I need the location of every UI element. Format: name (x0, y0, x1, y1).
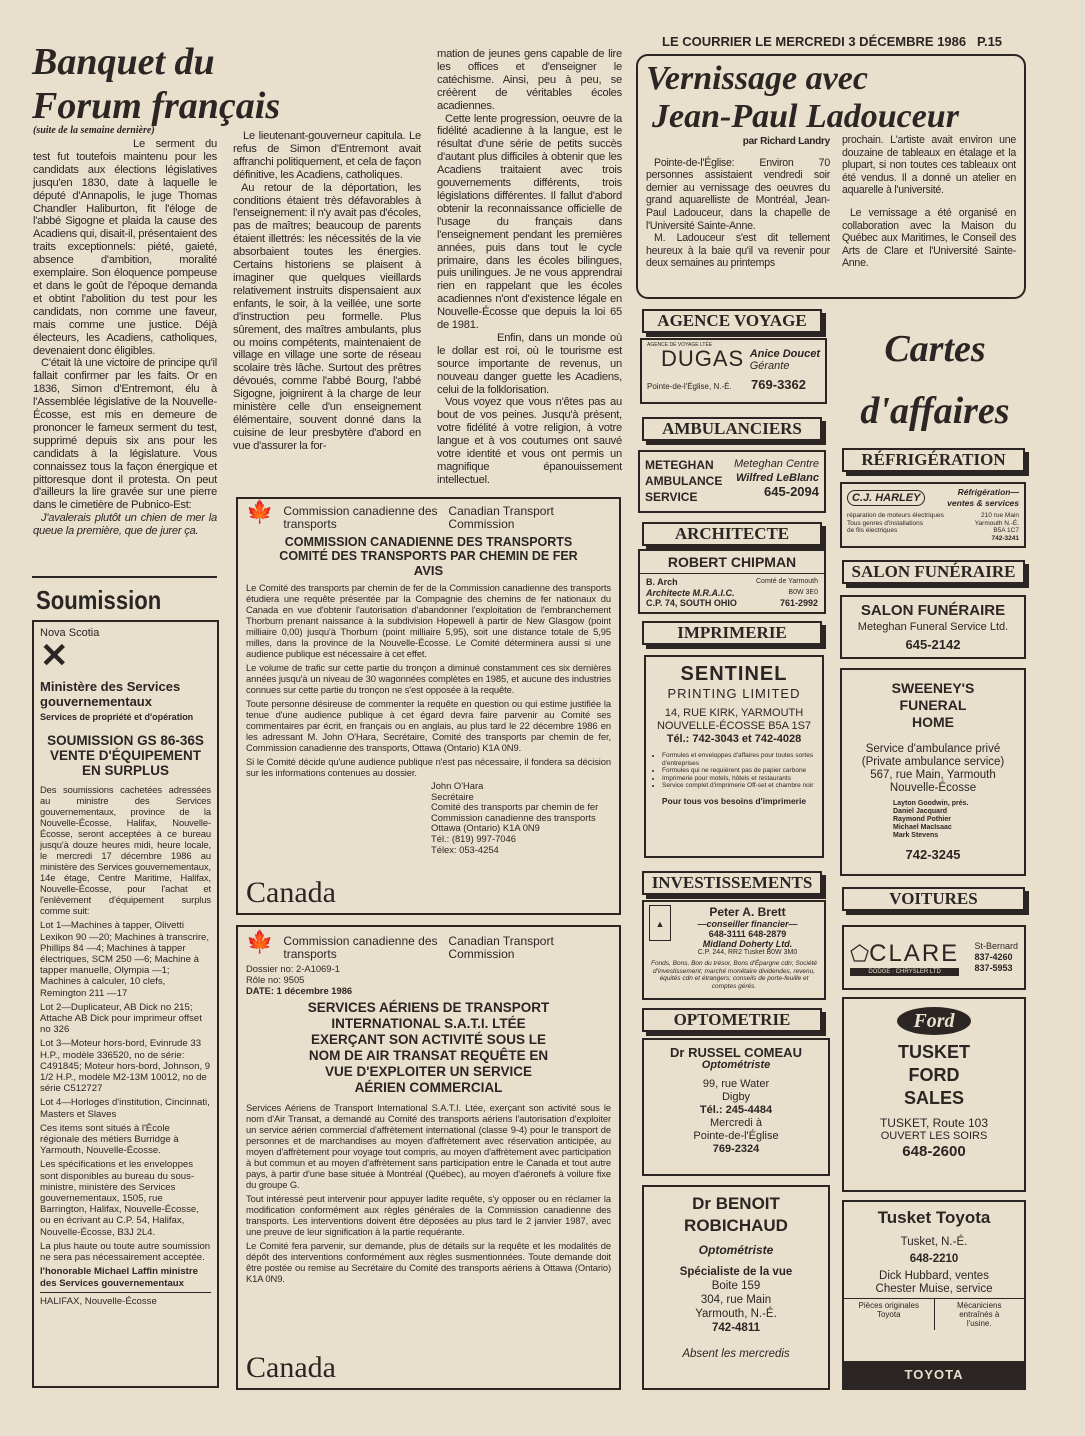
address-line: 99, rue Water (702, 1078, 770, 1090)
address-line: Yarmouth, N.-É. (695, 1308, 777, 1320)
service-line: Service d'ambulance privé (865, 743, 1001, 755)
phone: 837-5953 (974, 963, 1013, 973)
signature-line: Secrétaire (431, 790, 474, 802)
org-name-fr: Commission canadienne des transports (283, 934, 438, 961)
paragraph: Le vernissage a été organisé en collaboration avec la Maison du Québec aux Maritimes, le Conseil des Arts de Clare et l'Université Sainte-Anne. (841, 206, 1016, 270)
paragraph: prochain. L'artiste avait environ une douzaine de tableaux en étalage et la plupart, si non toutes ces tableaux ont été vendus. Il a donné un atelier en aquarelle à l'université. (841, 134, 1016, 197)
location: St-Bernard (974, 941, 1018, 951)
paragraph: Le Comité fera parvenir, sur demande, plus de détails sur la requête et les modalités de dépôt des interventions conformément aux règles susmentionnées. Toute demande doit être postée ou remise au Secrétaire du Comité des transports aériens à Ottawa (Ontario) K1A 0N9. (246, 1240, 611, 1284)
dossier-number: Dossier no: 2-A1069-1 (246, 963, 340, 974)
phone: 769-3362 (751, 377, 806, 392)
service-line: (Private ambulance service) (861, 756, 1005, 768)
service-item: Tous genres d'installations de fils électriques (847, 519, 924, 534)
ministry-name: Ministère des Services gouvernementaux (40, 679, 181, 710)
paragraph: mation de jeunes gens capable de lire les offices et d'enseigner le catéchisme. Ainsi, peu à peu, se créèrent de véritables écoles acadiennes. (437, 48, 622, 112)
paragraph: Services Aériens de Transport International S.A.T.I. Ltée, exerçant son activité sous le nom d'Air Transat, a demandé au Comité des transports aériens l'autorisation d'exploiter un service aérien commercial d'affrètement international (classe 9-4) pour le transport de personnes et de marchandises au moyen d'affrètement avec réservation anticipée, au moyen d'affrètement pour voyage tout compris, au moyen d'affrètement avec participation à but commun et au moyen d'affrètement sans participation entre le Canada et tout autre pays, à partir d'une base située à Montréal (Québec), au moyen d'aéronefs à voilure fixe du groupe G. (246, 1102, 611, 1190)
funeral-home-name: SWEENEY'S FUNERAL HOME (891, 680, 975, 730)
signature-line: Commission canadienne des transports (431, 811, 596, 823)
signature-line: John O'Hara (431, 780, 484, 791)
contact-role: Gérante (749, 360, 790, 372)
address: NOUVELLE-ÉCOSSE B5A 1S7 (656, 720, 812, 732)
address-line: Digby (721, 1091, 751, 1103)
signature-line: Télex: 053-4254 (431, 843, 499, 855)
midland-logo-icon: ▲ (649, 905, 671, 941)
sentinel-logo-sub: PRINTING LIMITED (667, 686, 801, 701)
ad-clare (842, 925, 1026, 990)
tender-intro: Des soumissions cachetées adressées au ministre des Services gouvernementaux, province de la Nouvelle-Écosse, Halifax, Nouvelle-Écosse, seront acceptées à ce bureau jusqu'à douze heures midi, heure locale, le mercredi 17 décembre 1986 au ministère des Services gouvernementaux, 14e étage, Centre Maritime, Halifax, Nouvelle-Écosse, pour l'achat et l'enlèvement d'équipement surplus comme suit: (40, 784, 211, 917)
staff-name: Mark Stevens (893, 832, 939, 839)
service-item: • Formules et enveloppes d'affaires pour toutes sortes d'entreprises (662, 752, 814, 767)
service-item: • Formules qui ne requièrent pas de papier carbone (662, 767, 814, 775)
phone: 742-3241 (991, 534, 1019, 542)
address-line: Nouvelle-Écosse (889, 782, 977, 794)
address-line: Boite 159 (711, 1280, 761, 1292)
dugas-logo: DUGAS (661, 346, 745, 371)
byline: par Richard Landry (742, 136, 830, 147)
role-number: Rôle no: 9505 (246, 974, 305, 985)
article-col3 (437, 48, 622, 487)
phone: 742-4811 (712, 1322, 760, 1334)
ad-sweeney (840, 668, 1026, 876)
article-col1 (33, 138, 217, 538)
article-col2 (233, 130, 421, 453)
staff-name: Layton Goodwin, prés. (893, 800, 969, 807)
ad-comeau (642, 1038, 830, 1176)
phone: Tél.: 742-3043 et 742-4028 (666, 733, 802, 745)
org-name-en: Canadian Transport Commission (448, 934, 554, 961)
phone: 742-3245 (905, 847, 961, 862)
ad-ambulance (638, 450, 826, 513)
notice-date: DATE: 1 décembre 1986 (246, 985, 353, 996)
category-imprimerie: IMPRIMERIE (642, 621, 822, 645)
quote: J'avalerais plutôt un chien de mer la queue la première, que de jurer ça. (33, 512, 217, 538)
note: Absent les mercredis (682, 1348, 790, 1360)
service-item: réparation de moteurs électriques (847, 512, 944, 519)
signer: l'honorable Michael Laffin ministre des Services gouvernementaux (40, 1266, 211, 1292)
hours: OUVERT LES SOIRS (880, 1130, 988, 1142)
address: 210 rue Main Yarmouth N.-É. B5A 1C7 (974, 512, 1019, 534)
ad-chipman (638, 549, 826, 614)
sentinel-logo: SENTINEL (680, 663, 788, 685)
mechanics-note: Mécaniciens entraînés à l'usine. (957, 1301, 1002, 1328)
clare-sub: DODGE · CHRYSLER LTD (850, 968, 959, 976)
dealer-name: TUSKET FORD SALES (898, 1042, 970, 1108)
agency-tag: AGENCE DE VOYAGE LTÉE (647, 342, 713, 348)
phone: 837-4260 (974, 952, 1013, 962)
ford-logo: Ford (897, 1007, 970, 1035)
category-refrigeration: RÉFRIGÉRATION (842, 448, 1025, 472)
ad-harley (840, 482, 1026, 548)
paragraph: Si le Comité décide qu'une audience publique n'est pas nécessaire, il fondera sa décision sur les informations contenues au dossier. (246, 756, 611, 778)
county: Comté de Yarmouth (756, 578, 818, 585)
ad-salon (840, 595, 1026, 659)
location: Meteghan Centre (734, 458, 819, 470)
soumission-notice (32, 620, 219, 1388)
province-label: Nova Scotia (40, 627, 100, 639)
lot-item: Lot 1—Machines à tapper, Olivetti Lexikon 90 —20; Machines à transcrire, Phillips 84 —4; Machines à tapper électriques, SCM 250 —6; Machine à tapper manuelle, Olympia —1; Machines à calculer, 10 clefs, Remington 211 —17 (40, 920, 210, 999)
title-line: Forum français (32, 85, 281, 127)
title-line: d'affaires (860, 390, 1010, 432)
ad-dugas (640, 338, 827, 404)
nova-scotia-flag-icon: ✕ (40, 637, 69, 676)
notice-subtitle: AVIS (413, 563, 444, 578)
ad-ford (842, 997, 1026, 1192)
org-name-en: Canadian Transport Commission (448, 504, 554, 531)
category-salon-funeraire: SALON FUNÉRAIRE (842, 560, 1025, 584)
toyota-brand-bar: TOYOTA (844, 1361, 1024, 1388)
place: HALIFAX, Nouvelle-Écosse (40, 1295, 157, 1307)
doctor-name: Dr RUSSEL COMEAU (670, 1045, 802, 1060)
masthead (662, 34, 1002, 49)
lot-item: Lot 3—Moteur hors-bord, Evinrude 33 H.P., modèle 336520, no de série: C491845; Moteur hors-bord, Johnson, 9 1/2 H.P., modèle M2-13M 10012, no de série C512727 (40, 1038, 211, 1095)
article-subtitle: (suite de la semaine dernière) (33, 125, 155, 136)
dealer-name: Tusket Toyota (877, 1208, 991, 1227)
notice-title: SERVICES AÉRIENS DE TRANSPORT INTERNATIONAL S.A.T.I. LTÉE EXERÇANT SON ACTIVITÉ SOUS LE NOM DE AIR TRANSAT REQUÊTE EN VUE D'EXPLOITER UN SERVICE AÉRIEN COMMERCIAL (307, 1000, 550, 1095)
doctor-role: Optométriste (698, 1243, 774, 1257)
lot-item: Lot 2—Duplicateur, AB Dick no 215; Attache AB Dick pour imprimeur offset no 326 (40, 1001, 202, 1036)
phone: 645-2142 (905, 637, 961, 652)
harley-title: Réfrigération— ventes & services (947, 487, 1019, 508)
lot-item: Lot 4—Horloges d'institution, Cincinnati, Masters et Slaves (40, 1097, 210, 1120)
salon-name: SALON FUNÉRAIRE (860, 602, 1006, 619)
ad-sentinel (644, 655, 824, 858)
phone: 648-2600 (902, 1143, 966, 1160)
page-number: P.15 (976, 34, 1003, 49)
signature-line: Ottawa (Ontario) K1A 0N9 (431, 822, 540, 834)
paragraph: Tout intéressé peut intervenir pour appuyer ladite requête, s'y opposer ou en réclamer la modification conformément aux règles générales de la Commission canadienne des transports. Les interventions doivent être déposées au plus tard le 2 janvier 1987, avec une preuve de leur signification à la partie requérante. (246, 1193, 611, 1237)
phone: 769-2324 (712, 1143, 760, 1155)
location: Pointe-de-l'Église, N.-É. (647, 382, 732, 391)
signature-line: Tél.: (819) 997-7046 (431, 832, 516, 844)
address-line: 567, rue Main, Yarmouth (870, 769, 996, 781)
staff-name: Michael MacIsaac (893, 824, 952, 831)
masthead-date: LE COURRIER LE MERCREDI 3 DÉCEMBRE 1986 (662, 34, 967, 49)
contact-name: Wilfred LeBlanc (735, 472, 819, 484)
divider (32, 576, 217, 578)
address-line: Mercredi à (710, 1117, 762, 1129)
notice-title: COMMISSION CANADIENNE DES TRANSPORTS COMITÉ DES TRANSPORTS PAR CHEMIN DE FER (279, 535, 578, 563)
phone: 761-2992 (779, 598, 818, 608)
harley-logo: C.J. HARLEY (847, 490, 925, 506)
staff-name: Daniel Jacquard (893, 808, 948, 815)
category-voitures: VOITURES (842, 887, 1025, 911)
phone: 645-2094 (764, 484, 819, 499)
address: 14, RUE KIRK, YARMOUTH (664, 707, 804, 719)
maple-leaf-icon: 🍁 (246, 499, 274, 524)
address-line: Pointe-de-l'Église (693, 1130, 779, 1142)
title-line: Vernissage avec (646, 60, 868, 97)
category-optometrie: OPTOMETRIE (642, 1008, 822, 1032)
advisor-name: Peter A. Brett (709, 905, 786, 919)
category-investissements: INVESTISSEMENTS (642, 871, 822, 895)
air-notice (236, 925, 621, 1390)
paragraph: Le lieutenant-gouverneur capitula. Le refus de Simon d'Entremont avait affranchi politiquement, et cela de façon définitive, les Acadiens, catholiques. (233, 130, 421, 181)
doctor-role: Optométriste (701, 1059, 771, 1071)
service-contact: Chester Muise, service (875, 1283, 993, 1295)
paragraph: C'était là une victoire de principe qu'il fallait confirmer par les faits. Or en 1836, Simon d'Entremont, élu à l'Assemblée législative de la Nouvelle-Écosse, est mis en demeure de prononcer le fameux serment du test, supprimé depuis six ans pour les candidats à la législature. Vous connaissez tous la façon énergique et pittoresque dont il protesta. On peut d'ailleurs la lire gravée sur une pierre dans le cimetière de Pubnico-Est: (33, 357, 217, 512)
category-agence-voyage: AGENCE VOYAGE (642, 309, 822, 333)
department: Services de propriété et d'opération (40, 712, 194, 723)
paragraph: Pointe-de-l'Église: Environ 70 personnes assistaient vendredi soir dernier au vernissage des oeuvres du grand aquarelliste de Montréal, Jean-Paul Ladouceur, dans la chapelle de l'Université Sainte-Anne. (646, 156, 830, 232)
pentastar-icon: ⬠ (850, 940, 870, 966)
article-title (32, 40, 280, 128)
ambulance-name: METEGHAN AMBULANCE SERVICE (645, 458, 723, 504)
clare-logo: CLARE (869, 939, 960, 967)
title-line: Cartes (884, 328, 986, 370)
paragraph: Ces items sont situés à l'École régionale des métiers Burridge à Yarmouth, Nouvelle-Écosse. (40, 1122, 179, 1157)
paragraph: Cette lente progression, oeuvre de la fidélité acadienne à la langue, est le résultat d'une série de petits succès d'autant plus difficiles à obtenir que les Acadiens traitaient avec trois gouvernements différents, trois législations différentes. Il fallut d'abord obtenir la reconnaissance officielle de l'usage du français dans l'enseignement pendant les premières années, puis dans tout le cycle primaire, dans les écoles bilingues, puis unilingues. Je ne vous apprendrai rien en rappelant que les écoles acadiennes n'ont d'existence légale en Nouvelle-Écosse que depuis la loi 65 de 1981. (437, 112, 622, 332)
paragraph: Au retour de la déportation, les conditions étaient très défavorables à l'enseignement: il n'y avait pas d'écoles, pas de maîtres; beaucoup de parents étaient illettrés: les nécessités de la vie absorbaient toutes les énergies. Certains historiens se plaisent à imaginer que quelques vieillards relativement instruits dispensaient aux enfants, le soir, à la veillée, une sorte d'instruction peu formelle. Plus sûrement, des maîtres ambulants, plus ou moins compétents, maintenaient de village en village une sorte de réseau scolaire très lâche. Surtout des prêtres dévoués, comme l'abbé Bourg, l'abbé Sigogne, joignirent à la charge de leur ministère celle d'un enseignement élémentaire, souvent donné dans la cuisine de leur presbytère d'abord en vue d'assurer la for- (233, 181, 421, 452)
paragraph: Vous voyez que vous n'êtes pas au bout de vos peines. Jusqu'à présent, votre fidélité à votre religion, à votre langue et à vos coutumes ont sauvé votre identité et vous ont permis un magnifique épanouissement intellectuel. (437, 396, 622, 486)
paragraph: Le serment du test fut toutefois maintenu pour les candidats aux élections législatives jusqu'en 1830, date à laquelle le député d'Annapolis, le juge Thomas Chandler Haliburton, fit l'éloge de l'abbé Sigogne et plaida la cause des Acadiens qui, disait-il, présentaient des traits exceptionnels: piété, gaieté, absence d'ambition, moralité exemplaire. Son éloquence pompeuse et dans le goût de l'époque demanda et obtint l'abolition du test pour les candidats, non comme une faveur, mais comme une justice. Déjà électeurs, les Acadiens, catholiques, devenaient donc éligibles. (33, 138, 217, 357)
signature-block (431, 781, 611, 855)
postal-code: B0W 3E0 (788, 588, 818, 596)
ad-toyota (842, 1200, 1026, 1390)
org-name-fr: Commission canadienne des transports (283, 504, 438, 531)
paragraph: La plus haute ou toute autre soumission ne sera pas nécessairement acceptée. (40, 1240, 211, 1264)
title-line: Banquet du (32, 41, 215, 83)
address: C.P. 244, RR2 Tusket B0W 3M0 (697, 949, 798, 956)
service-item: • Imprimerie pour motels, hôtels et restaurants (662, 775, 814, 783)
address: C.P. 74, SOUTH OHIO (646, 598, 737, 608)
service-item: • Service complet d'imprimerie Off-set et chambre noir (662, 782, 814, 790)
address: TUSKET, Route 103 (879, 1116, 989, 1130)
paragraph: Le Comité des transports par chemin de fer de la Commission canadienne des transports étudiera une requête présentée par la Compagnie des chemins de fer nationaux du Canada en vue d'obtenir l'autorisation d'abandonner l'exploitation de l'embranchement Thorburn prenant naissance à la subdivision Hopewell à partir de New Glasgow (point milliaire 0,00) jusqu'à Thorburn (point milliaire 5,95), soit une distance totale de 5,95 milles, dans la province de la Nouvelle-Écosse. Le Comité déterminera aussi si une audience publique est nécessaire à cet effet. (246, 582, 611, 659)
location: Tusket, N.-É. (900, 1236, 968, 1248)
paragraph: Toute personne désireuse de commenter la requête en question ou qui estime justifiée la tenue d'une audience publique à cet égard devra faire parvenir au Comité ses commentaires par écrit, en français ou en anglais, au plus tard le 22 décembre 1986 en les adressant M. John O'Hara, Secrétaire, Comité des transports par chemin de fer, Commission canadienne des transports, Ottawa (Ontario) K1A 0N9. (246, 698, 611, 753)
advisor-role: —conseiller financier— (697, 919, 798, 929)
firm: Midland Doherty Ltd. (702, 939, 793, 949)
canada-wordmark: Canada (246, 1351, 336, 1384)
address-line: 304, rue Main (700, 1294, 772, 1306)
maple-leaf-icon: 🍁 (246, 929, 274, 954)
services: Fonds, Bons, Bon du trésor, Bons d'Épargne cdn; Société d'investissement; marché monétaire dividendes, revenu, équités cdn et étrangers; conseils de porte-feuille et comptes gérés. (650, 960, 817, 990)
ad-robichaud (642, 1185, 830, 1390)
sales-contact: Dick Hubbard, ventes (879, 1270, 989, 1282)
phones: 648-3111 648-2879 (708, 929, 787, 939)
canada-wordmark: Canada (246, 876, 336, 909)
architect-name: ROBERT CHIPMAN (640, 553, 824, 574)
signature-line: Comité des transports par chemin de fer (431, 801, 599, 813)
ad-brett (642, 900, 826, 1000)
staff-name: Raymond Pothier (893, 816, 951, 823)
credential: B. Arch (646, 577, 678, 587)
category-architecte: ARCHITECTE (642, 522, 822, 546)
contact-name: Anice Doucet (749, 348, 820, 360)
rail-notice (236, 497, 621, 915)
parts-note: Pièces originales Toyota (844, 1299, 935, 1330)
doctor-name: Dr BENOIT ROBICHAUD (684, 1194, 788, 1235)
cartes-title (842, 318, 1028, 442)
vernissage-article (636, 54, 1026, 299)
paragraph: M. Ladouceur s'est dit tellement heureux à la baie qu'il va revenir pour deux semaines au printemps (646, 232, 830, 270)
paragraph: Enfin, dans un monde où le dollar est roi, où le tourisme est source importante de revenus, un nouveau danger guette les Acadiens, celui de la folklorisation. (437, 331, 622, 396)
soumission-heading: Soumission (36, 585, 162, 615)
phone: Tél.: 245-4484 (699, 1104, 773, 1116)
phone: 648-2210 (909, 1253, 959, 1265)
salon-desc: Meteghan Funeral Service Ltd. (857, 621, 1009, 633)
tender-title: SOUMISSION GS 86-36S VENTE D'ÉQUIPEMENT EN SURPLUS (47, 733, 204, 779)
paragraph: Le volume de trafic sur cette partie du tronçon a diminué constamment ces six dernières années jusqu'à un niveau de 30 wagonnées complètes en 1985, et aucune des industries connues sur cette partie du tronçon ne s'est opposée à la requête. (246, 662, 611, 695)
credential: Architecte M.R.A.I.C. (646, 587, 735, 598)
category-ambulanciers: AMBULANCIERS (642, 417, 822, 441)
footer: Pour tous vos besoins d'imprimerie (661, 795, 807, 806)
title-line: Jean-Paul Ladouceur (652, 98, 959, 135)
paragraph: Les spécifications et les enveloppes sont disponibles au bureau du sous-ministre, ministère des Services gouvernementaux, 1505, rue Barrington, Halifax, Nouvelle-Écosse, ou en écrivant au C.P. 54, Halifax, Nouvelle-Écosse, B3J 2L4. (40, 1159, 199, 1238)
specialty: Spécialiste de la vue (679, 1266, 793, 1278)
